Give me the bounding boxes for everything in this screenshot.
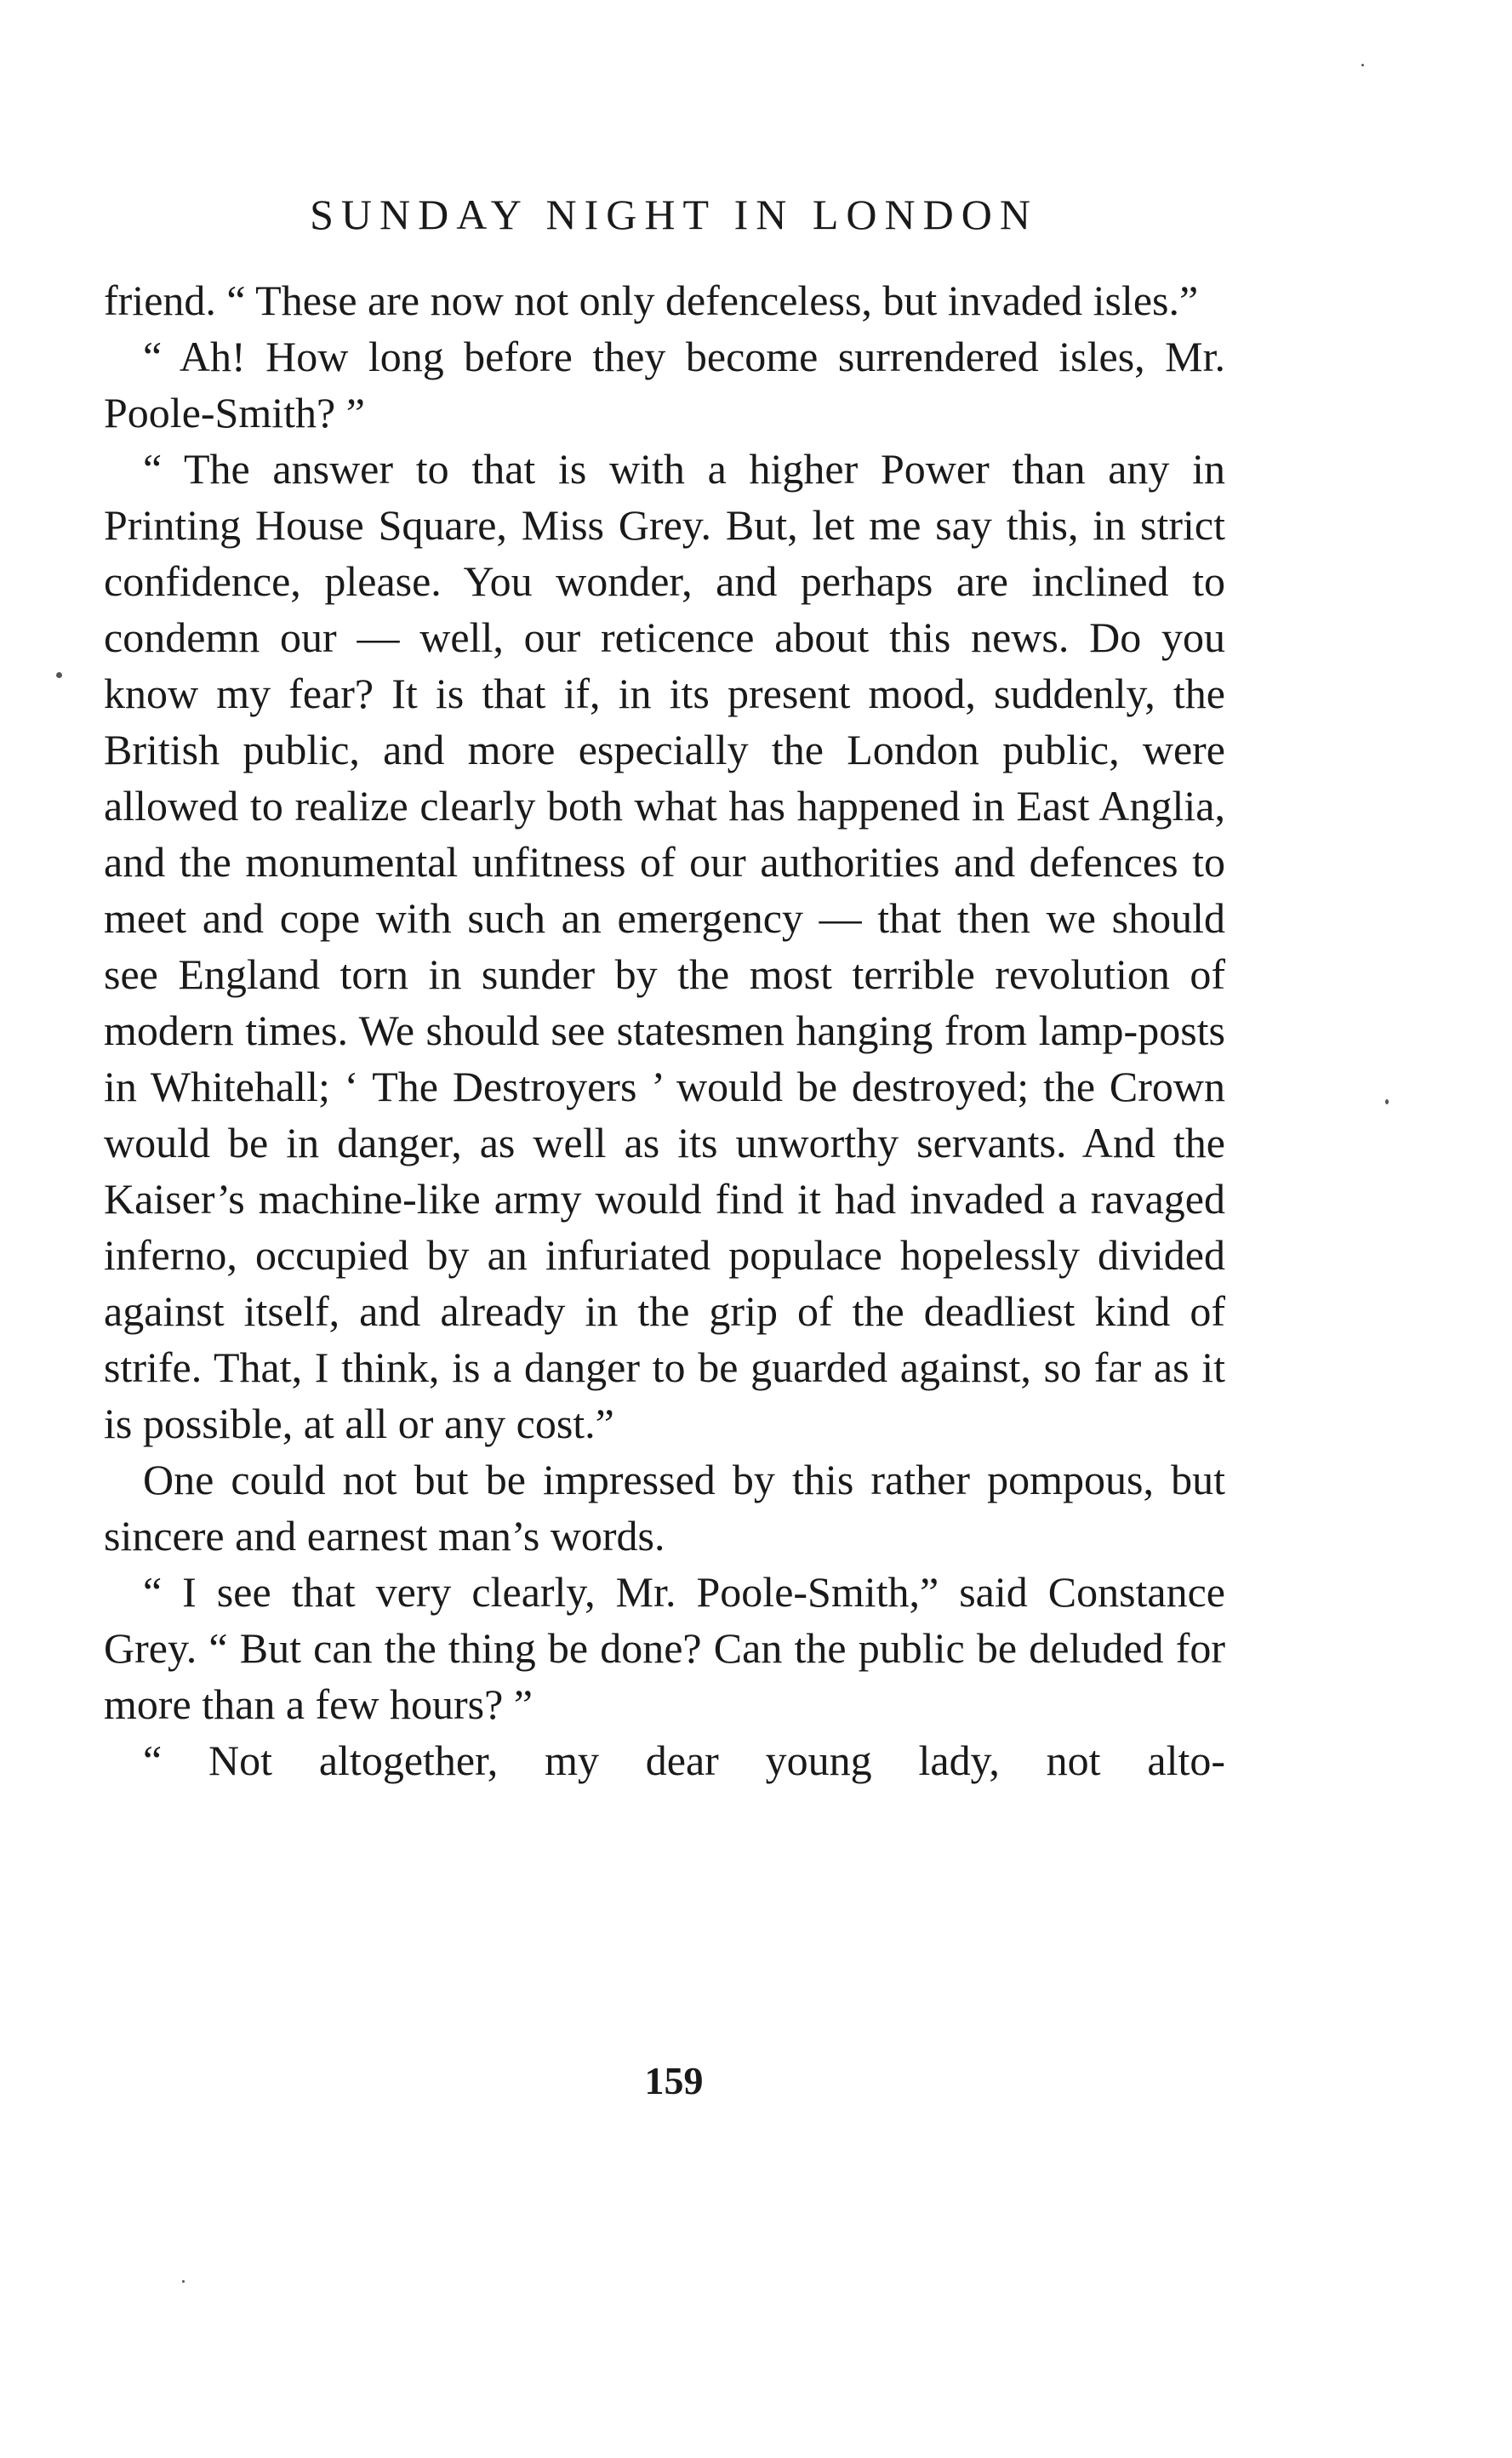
paragraph-broken: “ Not altogether, my dear young lady, not alto- (143, 1737, 1225, 1784)
paper-speck (56, 672, 62, 678)
paragraph-continuation: friend. “ These are now not only defenceless, but invaded isles.” (104, 277, 1199, 324)
body-text (104, 272, 1225, 1788)
running-head: SUNDAY NIGHT IN LONDON (310, 191, 1038, 238)
paragraph: One could not but be impressed by this rather pompous, but sincere and earnest man’s words. (104, 1456, 1225, 1560)
paper-speck (1361, 64, 1364, 66)
paper-speck (182, 2280, 185, 2283)
paper-speck (1385, 1099, 1389, 1104)
page-number: 159 (644, 2059, 704, 2102)
paragraph: “ Ah! How long before they become surrendered isles, Mr. Poole-Smith? ” (104, 333, 1225, 436)
paragraph: “ The answer to that is with a higher Power than any in Printing House Square, Miss Grey. But, let me say this, in strict confidence, please. You wonder, and perhaps are inclined to condemn our — well, our reticence about this news. Do you know my fear? It is that if, in its present mood, suddenly, the British public, and more especially the London public, were allowed to realize clearly both what has happened in East Anglia, and the monumental unfitness of our authorities and defences to meet and cope with such an emergency — that then we should see England torn in sunder by the most terrible revolution of modern times. We should see statesmen hanging from lamp-posts in Whitehall; ‘ The Destroyers ’ would be destroyed; the Crown would be in danger, as well as its unworthy servants. And the Kaiser’s machine-like army would find it had invaded a ravaged inferno, occupied by an infuriated populace hopelessly divided against itself, and already in the grip of the deadliest kind of strife. That, I think, is a danger to be guarded against, so far as it is possible, at all or any cost.” (104, 445, 1225, 1447)
paragraph: “ I see that very clearly, Mr. Poole-Smith,” said Constance Grey. “ But can the thing be done? Can the public be deluded for more than a few hours? ” (104, 1568, 1225, 1728)
